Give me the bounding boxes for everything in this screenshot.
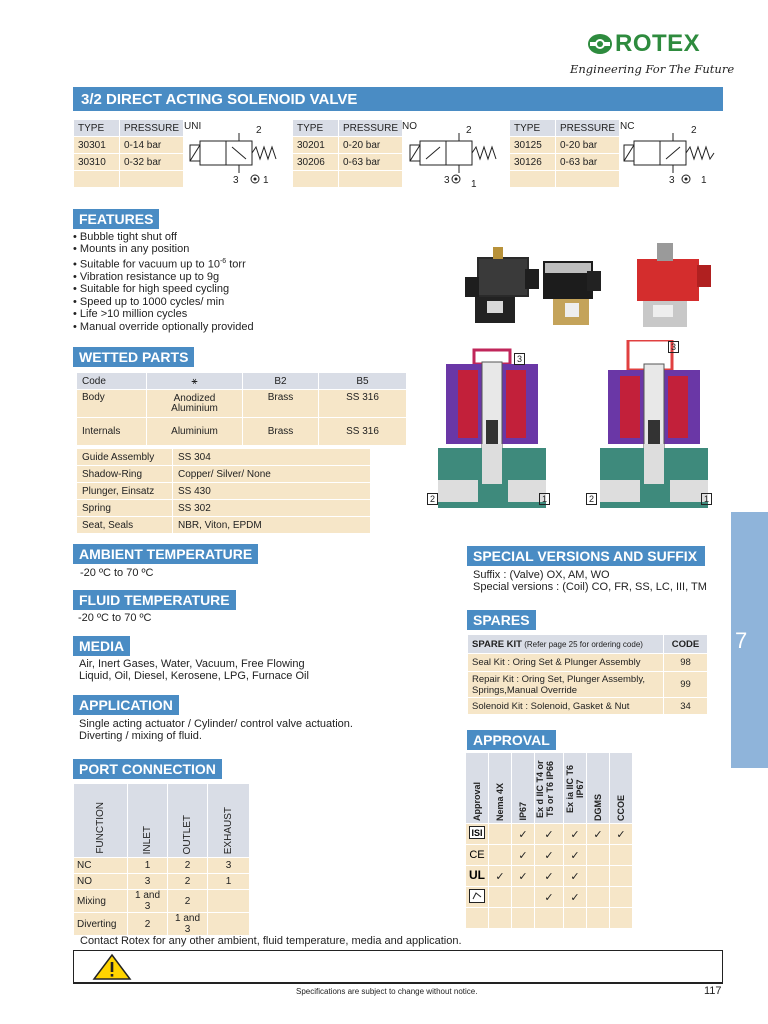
approval-check: ✓: [564, 824, 587, 845]
col-spare-kit: SPARE KIT: [472, 638, 522, 650]
approval-check: ✓: [535, 887, 564, 908]
product-photo: [457, 241, 722, 336]
ambient-heading: AMBIENT TEMPERATURE: [73, 544, 258, 564]
type-label-uni: UNI: [184, 121, 202, 132]
approval-check: ✓: [512, 824, 535, 845]
fluid-text: -20 ºC to 70 ºC: [78, 612, 152, 624]
approval-check: [587, 887, 610, 908]
port-label: 2: [256, 125, 262, 136]
part-material: SS 430: [173, 483, 371, 500]
pressure-range: 0-63 bar: [556, 154, 620, 171]
section-diagram-left: [438, 340, 553, 508]
type-table-uni: [73, 119, 184, 188]
svg-text:ISI: ISI: [471, 828, 483, 838]
approval-check: [587, 845, 610, 866]
type-code: 30126: [510, 154, 556, 171]
features-list: [73, 231, 254, 333]
type-label-no: NO: [402, 121, 417, 132]
type-table-no: [292, 119, 403, 188]
approval-check: ✓: [587, 824, 610, 845]
svg-text:CE: CE: [469, 849, 485, 860]
vacuum-unit: torr: [226, 258, 246, 271]
approval-table: [465, 752, 633, 929]
port-function: NC: [74, 858, 128, 874]
special-versions-heading: SPECIAL VERSIONS AND SUFFIX: [467, 546, 705, 566]
application-line: Diverting / mixing of fluid.: [79, 730, 202, 742]
brand-logo: [570, 30, 735, 78]
ambient-text: -20 ºC to 70 ºC: [80, 567, 154, 579]
feature-item: • Speed up to 1000 cycles/ min: [73, 295, 225, 308]
approval-check: [610, 887, 633, 908]
type-code: 30310: [74, 154, 120, 171]
feature-item: • Vibration resistance up to 9g: [73, 270, 220, 283]
footer-note: Specifications are subject to change without notice.: [296, 987, 478, 996]
part-material: SS 304: [173, 449, 371, 466]
type-code: 30201: [293, 137, 339, 154]
pressure-range: 0-63 bar: [339, 154, 403, 171]
port-label: 3: [669, 175, 675, 186]
page-number: 117: [704, 985, 722, 997]
page-title: 3/2 DIRECT ACTING SOLENOID VALVE: [73, 87, 723, 111]
port-label: 1: [471, 179, 477, 190]
col-code: CODE: [671, 638, 700, 650]
col-inlet: INLET: [142, 825, 153, 854]
pressure-range: 0-32 bar: [120, 154, 184, 171]
col-type: TYPE: [74, 120, 120, 137]
fluid-heading: FLUID TEMPERATURE: [73, 590, 236, 610]
part-material: Brass: [243, 418, 319, 446]
col-pressure: PRESSURE: [556, 120, 620, 137]
media-heading: MEDIA: [73, 636, 130, 656]
approval-check: ✓: [535, 845, 564, 866]
diagram-label: 2: [586, 493, 597, 505]
col-pressure: PRESSURE: [339, 120, 403, 137]
ce-mark-icon: [468, 847, 486, 860]
port-value: 1 and 3: [168, 913, 208, 936]
port-label: 1: [263, 175, 269, 186]
application-heading: APPLICATION: [73, 695, 179, 715]
pressure-range: 0-20 bar: [556, 137, 620, 154]
diagram-label: 1: [701, 493, 712, 505]
footer-rule: [73, 983, 723, 984]
warning-icon: [92, 953, 132, 981]
approval-check: ✓: [512, 866, 535, 887]
col-b5: B5: [319, 373, 407, 390]
type-label-nc: NC: [620, 121, 635, 132]
feature-item-vacuum: [73, 256, 254, 271]
port-function: Diverting: [74, 913, 128, 936]
col-ex-ia: Ex ia IIC T6 IP67: [565, 764, 585, 814]
port-function: Mixing: [74, 890, 128, 913]
part-name: Seat, Seals: [77, 517, 173, 534]
col-approval: Approval: [472, 781, 482, 821]
warning-box: [73, 950, 723, 983]
ul-mark-icon: [468, 868, 486, 881]
wetted-parts-table: [76, 372, 407, 534]
approval-check: [489, 824, 512, 845]
col-code: Code: [77, 373, 147, 390]
type-table-nc: [509, 119, 620, 188]
col-b2: B2: [243, 373, 319, 390]
part-material: Aluminium: [147, 418, 243, 446]
diagram-label: 1: [539, 493, 550, 505]
port-label: 1: [701, 175, 707, 186]
approval-check: ✓: [610, 824, 633, 845]
diagram-label: 3: [668, 341, 679, 353]
media-line: Air, Inert Gases, Water, Vacuum, Free Flowing: [79, 658, 305, 670]
port-value: 3: [208, 858, 250, 874]
type-code: 30125: [510, 137, 556, 154]
port-value: [208, 913, 250, 936]
vacuum-exponent: -6: [219, 257, 227, 265]
part-name: Body: [77, 390, 147, 418]
approval-check: [489, 887, 512, 908]
col-outlet: OUTLET: [182, 814, 193, 854]
port-label: 3: [444, 175, 450, 186]
part-material: SS 316: [319, 418, 407, 446]
cqst-mark-icon: [469, 889, 485, 903]
rotex-emblem-icon: [587, 33, 613, 55]
spare-kit-code: 99: [664, 672, 708, 698]
part-material: Brass: [243, 390, 319, 418]
feature-item: • Life >10 million cycles: [73, 308, 188, 321]
isi-mark-icon: [469, 826, 485, 839]
chapter-number: 7: [735, 628, 748, 653]
part-material: SS 316: [319, 390, 407, 418]
approval-check: [489, 845, 512, 866]
port-connection-heading: PORT CONNECTION: [73, 759, 222, 779]
approval-check: [610, 845, 633, 866]
pressure-range: 0-14 bar: [120, 137, 184, 154]
col-dgms: DGMS: [593, 794, 603, 821]
col-exhaust: EXHAUST: [223, 806, 234, 854]
port-value: 1: [128, 858, 168, 874]
feature-item: • Bubble tight shut off: [73, 231, 177, 243]
approval-check: ✓: [564, 845, 587, 866]
col-pressure: PRESSURE: [120, 120, 184, 137]
spare-kit-name: Solenoid Kit : Solenoid, Gasket & Nut: [468, 698, 664, 715]
part-material: SS 302: [173, 500, 371, 517]
type-code: 30301: [74, 137, 120, 154]
port-value: 2: [168, 890, 208, 913]
port-value: [208, 890, 250, 913]
type-code: 30206: [293, 154, 339, 171]
diagram-label: 2: [427, 493, 438, 505]
feature-item: • Mounts in any position: [73, 243, 190, 256]
wetted-parts-heading: WETTED PARTS: [73, 347, 194, 367]
special-line: Special versions : (Coil) CO, FR, SS, LC, III, TM: [473, 581, 707, 593]
col-type: TYPE: [510, 120, 556, 137]
port-value: 2: [168, 874, 208, 890]
port-value: 2: [168, 858, 208, 874]
application-line: Single acting actuator / Cylinder/ control valve actuation.: [79, 718, 353, 730]
part-name: Spring: [77, 500, 173, 517]
spare-kit-name: Seal Kit : Oring Set & Plunger Assembly: [468, 654, 664, 672]
chapter-tab[interactable]: [731, 512, 768, 768]
port-function: NO: [74, 874, 128, 890]
part-material: NBR, Viton, EPDM: [173, 517, 371, 534]
approval-check: ✓: [535, 866, 564, 887]
col-standard-icon: ⚹: [147, 373, 243, 390]
col-ex-d: Ex d IIC T4 or T5 or T6 IP66: [535, 760, 555, 818]
approval-check: [512, 887, 535, 908]
approval-check: ✓: [564, 887, 587, 908]
col-nema: Nema 4X: [495, 782, 505, 821]
brand-name: ROTEX: [615, 30, 701, 57]
section-diagram-right: [600, 340, 715, 508]
port-value: 1: [208, 874, 250, 890]
vacuum-text: • Suitable for vacuum up to 10: [73, 258, 220, 271]
svg-text:UL: UL: [469, 868, 485, 881]
spares-heading: SPARES: [467, 610, 536, 630]
media-line: Liquid, Oil, Diesel, Kerosene, LPG, Furnace Oil: [79, 670, 309, 682]
feature-item: • Manual override optionally provided: [73, 320, 254, 333]
port-label: 3: [233, 175, 239, 186]
port-value: 1 and 3: [128, 890, 168, 913]
diagram-label: 3: [514, 353, 525, 365]
brand-tagline: Engineering For The Future: [570, 62, 735, 76]
feature-item: • Suitable for high speed cycling: [73, 283, 230, 296]
spares-table: [467, 634, 708, 715]
port-value: 2: [128, 913, 168, 936]
approval-check: ✓: [564, 866, 587, 887]
part-name: Guide Assembly: [77, 449, 173, 466]
part-material: Anodized Aluminium: [147, 390, 243, 418]
spare-kit-code: 34: [664, 698, 708, 715]
port-label: 2: [466, 125, 472, 136]
col-function: FUNCTION: [95, 802, 106, 854]
col-ccoe: CCOE: [616, 794, 626, 821]
col-type: TYPE: [293, 120, 339, 137]
port-label: 2: [691, 125, 697, 136]
approval-check: [587, 866, 610, 887]
part-name: Plunger, Einsatz: [77, 483, 173, 500]
approval-check: ✓: [512, 845, 535, 866]
part-material: Copper/ Silver/ None: [173, 466, 371, 483]
port-value: 3: [128, 874, 168, 890]
spare-kit-code: 98: [664, 654, 708, 672]
approval-heading: APPROVAL: [467, 730, 556, 750]
spare-kit-note: (Refer page 25 for ordering code): [521, 639, 643, 649]
part-name: Internals: [77, 418, 147, 446]
valve-symbol-no-icon: [404, 127, 504, 189]
approval-check: ✓: [489, 866, 512, 887]
features-heading: FEATURES: [73, 209, 159, 229]
special-line: Suffix : (Valve) OX, AM, WO: [473, 569, 610, 581]
approval-check: [610, 866, 633, 887]
spare-kit-name: Repair Kit : Oring Set, Plunger Assembly, Springs,Manual Override: [468, 672, 664, 698]
col-ip67: IP67: [518, 802, 528, 821]
port-connection-table: [73, 783, 250, 936]
contact-note: Contact Rotex for any other ambient, fluid temperature, media and application.: [80, 935, 462, 947]
pressure-range: 0-20 bar: [339, 137, 403, 154]
part-name: Shadow-Ring: [77, 466, 173, 483]
approval-check: ✓: [535, 824, 564, 845]
